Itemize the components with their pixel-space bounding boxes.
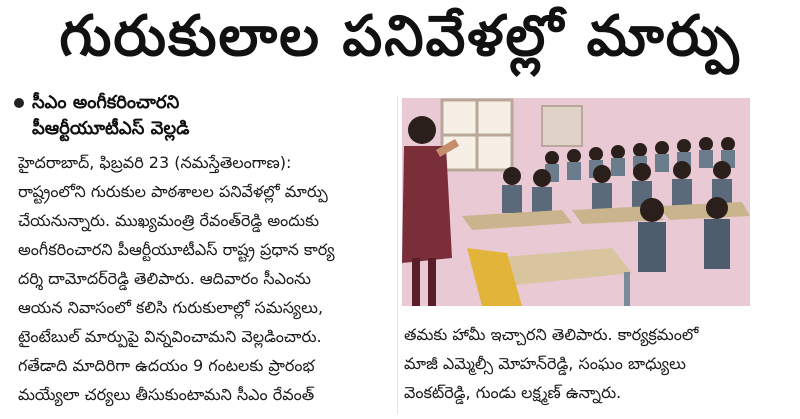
classroom-photo bbox=[402, 98, 750, 306]
body-line: దర్శి దామోదర్‌రెడ్డి తెలిపారు. ఆదివారం సీఎంను bbox=[18, 269, 311, 288]
body-line: గతేడాది మాదిరిగా ఉదయం 9 గంటలకు ప్రారంభ bbox=[18, 356, 315, 375]
body-line: చేయనున్నారు. ముఖ్యమంత్రి రేవంత్‌రెడ్డి అందుకు bbox=[18, 211, 319, 230]
body-line: మయ్యేలా చర్యలు తీసుకుంటామని సీఎం రేవంత్ bbox=[18, 385, 315, 404]
body-line: అంగీకరించారని పీఆర్టీయూటీఎస్ రాష్ట్ర ప్రధాన కార్య bbox=[18, 240, 335, 259]
body-line: వెంకట్‌రెడ్డి, గుండు లక్ష్మణ్ ఉన్నారు. bbox=[404, 383, 622, 402]
article-headline: గురుకులాల పనివేళల్లో మార్పు bbox=[59, 3, 741, 69]
article-body-left-column bbox=[18, 148, 393, 409]
subheadline-line-2: పీఆర్టీయూటీఎస్ వెల్లడి bbox=[32, 118, 190, 139]
column-divider bbox=[397, 96, 398, 414]
subheadline-line-1: సీఎం అంగీకరించారని bbox=[32, 92, 180, 113]
bullet-icon bbox=[14, 98, 24, 108]
article-subheadline bbox=[14, 90, 394, 142]
body-line: హైదరాబాద్, ఫిబ్రవరి 23 (నమస్తేతెలంగాణ): bbox=[18, 153, 292, 172]
article-body-right-column bbox=[404, 320, 784, 407]
body-line: రాష్ట్రంలోని గురుకుల పాఠశాలల పనివేళల్లో మార్పు bbox=[18, 182, 328, 201]
body-line: తమకు హామీ ఇచ్చారని తెలిపారు. కార్యక్రమంలో bbox=[404, 325, 699, 344]
body-line: ఆయన నివాసంలో కలిసి గురుకులాల్లో సమస్యలు, bbox=[18, 298, 324, 317]
body-line: టైంటేబుల్ మార్పుపై విన్నవించామని వెల్లడించారు. bbox=[18, 327, 322, 346]
body-line: మాజీ ఎమ్మెల్సీ మోహన్‌రెడ్డి, సంఘం బాధ్యులు bbox=[404, 354, 686, 373]
